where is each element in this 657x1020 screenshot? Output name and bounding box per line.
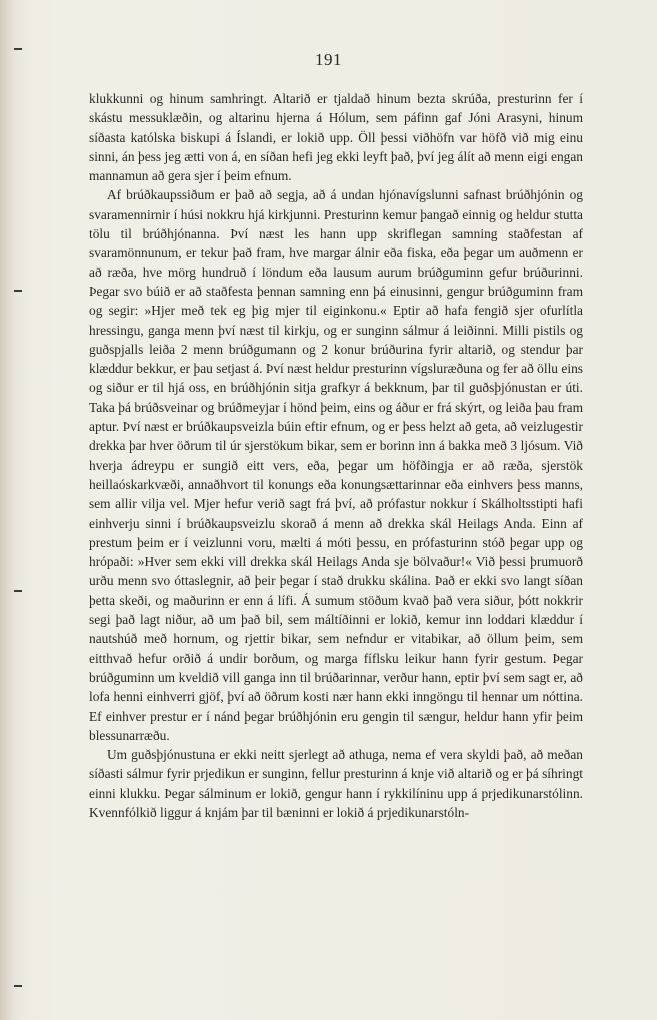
binding-thread-mark [14,290,22,292]
paragraph: klukkunni og hinum samhringt. Altarið er tjaldað hinum bezta skrúða, presturinn fer í skástu messuklæðin, og altarinu hjerna á Hólum, sem páfinn gaf Jóni Arasyni, hinum síðasta katólska biskupi á Íslandi, er lokið upp. Öll þessi viðhöfn var höfð við mig einu sinni, án þess jeg ætti von á, en síðan hefi jeg ekki leyft það, því jeg álít að menn eigi engan mannamun að gera sjer í þeim efnum. [89,91,583,184]
binding-edge [0,0,18,1020]
page-number: 191 [315,50,342,69]
paragraph: Af brúðkaupssiðum er það að segja, að á undan hjónavígslunni safnast brúðhjónin og svaramennirnir í húsi nokkru hjá kirkjunni. Presturinn kemur þangað einnig og heldur stutta tölu til brúðhjónanna. Því næst les hann upp skriflegan samning staðfestan af svaramönnunum, er tekur það fram, hve margar álnir eða fiska, eða þegar um auðmenn er að ræða, hve mörg hundruð í löndum eða lausum aurum brúðguminn gefur brúðurinni. Þegar svo búið er að staðfesta þennan samning enn þá einusinni, gengur brúðguminn fram og segir: »Hjer með tek eg þig mjer til eiginkonu.« Eptir að hafa fengið sjer ofurlítla hressingu, ganga menn því næst til kirkju, og er sunginn sálmur á leiðinni. Milli pistils og guðspjalls leiða 2 menn brúðgumann og 2 konur brúðurina fyrir altarið, og stendur þar klæddur bekkur, er þau setjast á. Því næst heldur presturinn vígsluræðuna og fer að öllu eins og siður er til hjá oss, en brúðhjónin sitja grafkyr á bekknum, þar til guðsþjónustan er úti. Taka þá brúðsveinar og brúðmeyjar í hönd þeim, eins og áður er frá skýrt, og leiða þau fram aptur. Því næst er brúðkaupsveizla búin eftir efnum, og er þess helzt að geta, að veizlugestir drekka þar hver öðrum til úr sjerstökum bikar, sem er borinn inn á bakka með 3 ljósum. Við hverja ádreypu er sungið eitt vers, eða, þegar um höfðingja er að ræða, sjerstök heillaóskarkvæði, annaðhvort til konungs eða konungsættarinnar eða einhvers þess manns, sem allir vilja vel. Mjer hefur verið sagt frá því, að prófastur nokkur í Skálholtsstipti hafi einhverju sinni í brúðkaupsveizlu skorað á menn að drekka skál Heilags Anda. Einn af prestum þeim er í veizlunni voru, mælti á móti þessu, en prófasturinn stóð þegar upp og hrópaði: »Hver sem ekki vill drekka skál Heilags Anda sje bölvaður!« Við þessi þrumuorð urðu menn svo óttaslegnir, að þeir þegar í stað drukku skálina. Það er ekki svo langt síðan þetta skeði, og maðurinn er enn á lífi. Á sumum stöðum kvað það vera siður, þótt nokkrir segi það lagt niður, að um það bil, sem máltíðinni er lokið, kemur inn loddari klæddur í nautshúð með hornum, og rjettir bikar, sem nefndur er vitabikar, að öllum þeim, sem eitthvað hefur orðið á undir borðum, og marga fíflsku leikur hann fyrir gestum. Þegar brúðguminn um kveldið vill ganga inn til brúðarinnar, verður hann, eptir því sem sagt er, að lofa henni einhverri gjöf, því að öðrum kosti nær hann ekki inngöngu til hennar um nóttina. Ef einhver prestur er í nánd þegar brúðhjónin eru gengin til sængur, heldur hann yfir þeim blessunarræðu. [89,187,583,743]
paragraph: Um guðsþjónustuna er ekki neitt sjerlegt að athuga, nema ef vera skyldi það, að meðan síðasti sálmur fyrir prjedikun er sunginn, fellur presturinn á knje við altarið og er þá síhringt einni klukku. Þegar sálminum er lokið, gengur hann í rykkilíninu upp á prjedikunarstólinn. Kvennfólkið liggur á knjám þar til bæninni er lokið á prjedikunarstóln- [89,747,583,820]
body-text [89,89,583,822]
binding-thread-mark [14,985,22,987]
binding-thread-mark [14,590,22,592]
